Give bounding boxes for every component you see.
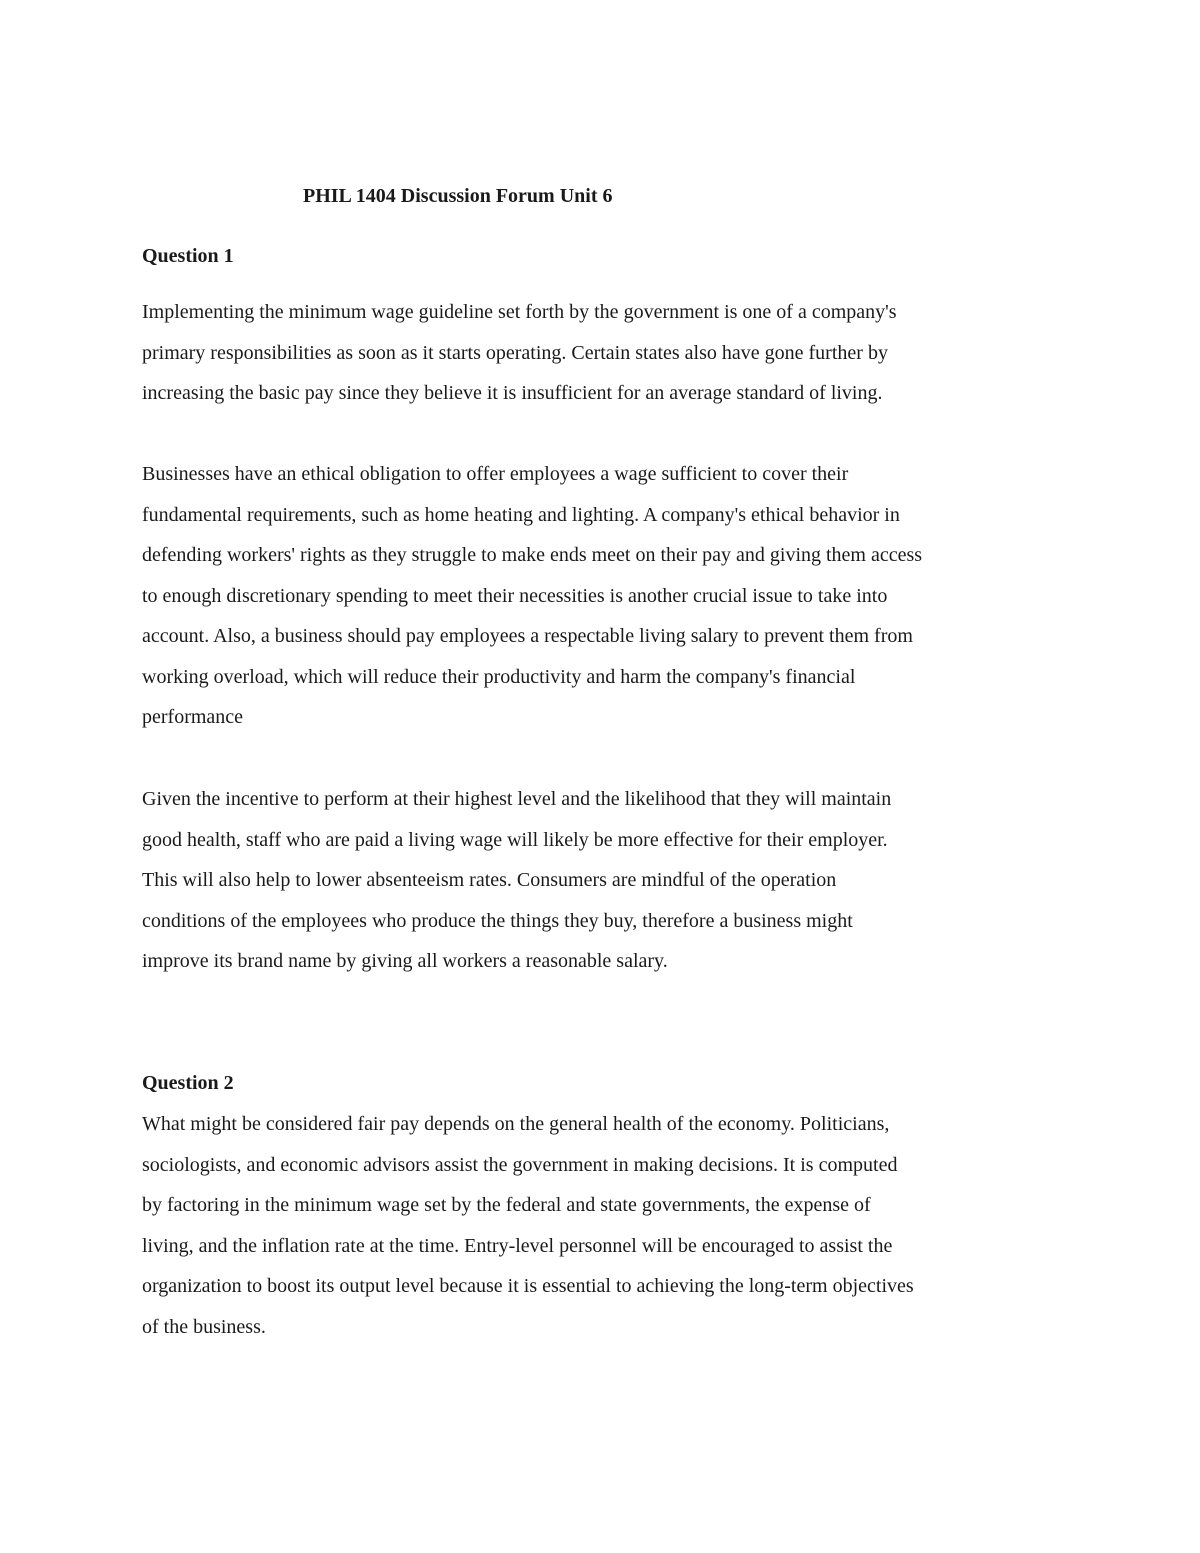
question-2-paragraph-1 xyxy=(142,1104,1072,1347)
paragraph-line: good health, staff who are paid a living wage will likely be more effective for their employer. xyxy=(142,828,888,851)
paragraph-line: fundamental requirements, such as home heating and lighting. A company's ethical behavior in xyxy=(142,503,900,526)
paragraph-line: of the business. xyxy=(142,1315,266,1338)
paragraph-line: Given the incentive to perform at their highest level and the likelihood that they will maintain xyxy=(142,788,892,810)
paragraph-line: improve its brand name by giving all workers a reasonable salary. xyxy=(142,950,668,972)
paragraph-line: account. Also, a business should pay employees a respectable living salary to prevent them from xyxy=(142,625,913,647)
paragraph-line: performance xyxy=(142,706,244,728)
question-1-paragraph-1 xyxy=(142,292,1072,414)
question-1-paragraph-3 xyxy=(142,779,1072,982)
paragraph-line: defending workers' rights as they struggle to make ends meet on their pay and giving them access xyxy=(142,544,923,566)
paragraph-line: organization to boost its output level because it is essential to achieving the long-term objectives xyxy=(142,1275,914,1297)
paragraph-line: What might be considered fair pay depends on the general health of the economy. Politicians, xyxy=(142,1113,890,1135)
paragraph-line: working overload, which will reduce their productivity and harm the company's financial xyxy=(142,665,856,688)
paragraph-line: by factoring in the minimum wage set by the federal and state governments, the expense of xyxy=(142,1194,871,1216)
paragraph-line: living, and the inflation rate at the time. Entry-level personnel will be encouraged to assist the xyxy=(142,1234,893,1257)
paragraph-line: primary responsibilities as soon as it starts operating. Certain states also have gone further by xyxy=(142,341,888,364)
question-1-paragraph-2 xyxy=(142,454,1072,738)
paragraph-line: conditions of the employees who produce the things they buy, therefore a business might xyxy=(142,909,853,932)
paragraph-line: This will also help to lower absenteeism rates. Consumers are mindful of the operation xyxy=(142,869,837,891)
document-title: PHIL 1404 Discussion Forum Unit 6 xyxy=(303,185,613,207)
paragraph-line: sociologists, and economic advisors assist the government in making decisions. It is computed xyxy=(142,1153,898,1176)
paragraph-line: increasing the basic pay since they believe it is insufficient for an average standard of living. xyxy=(142,382,883,404)
paragraph-line: to enough discretionary spending to meet their necessities is another crucial issue to take into xyxy=(142,584,888,607)
paragraph-line: Businesses have an ethical obligation to offer employees a wage sufficient to cover their xyxy=(142,463,849,485)
question-2-heading: Question 2 xyxy=(142,1072,234,1094)
paragraph-line: Implementing the minimum wage guideline set forth by the government is one of a company's xyxy=(142,301,897,323)
question-1-heading: Question 1 xyxy=(142,245,234,267)
